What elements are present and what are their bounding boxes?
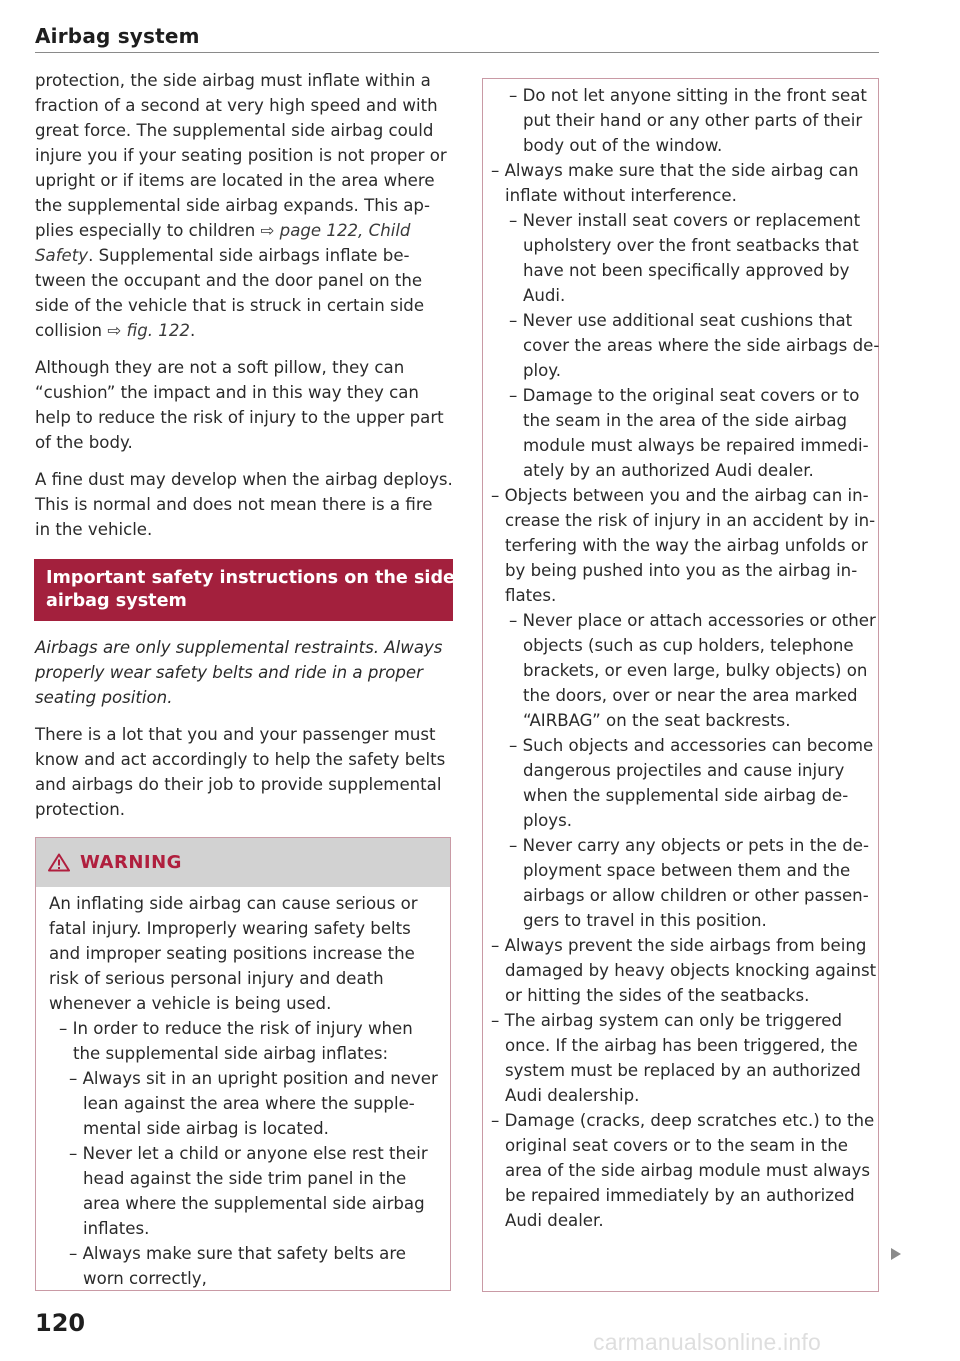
right-column [482,78,880,1233]
warning-bullet [482,933,880,1008]
text-line: area of the side airbag module must always [505,1161,870,1180]
text-line: properly wear safety belts and ride in a proper [35,663,423,682]
text-line: – Objects between you and the airbag can in- [491,486,869,505]
text-line: area where the supplemental side airbag [83,1194,425,1213]
continue-arrow-icon [891,1248,901,1260]
warning-sub-bullet [482,833,880,933]
text-line: – Do not let anyone sitting in the front seat [509,86,867,105]
text-line: protection, the side airbag must inflate within a [35,71,431,90]
text-line: the seam in the area of the side airbag [523,411,848,430]
warning-sub-bullet [482,733,880,833]
warning-sub-bullet [49,1066,440,1141]
warning-sub-bullet [482,78,880,158]
text-line: This is normal and does not mean there is a fire [35,495,433,514]
text-line: the supplemental side airbag inflates: [73,1044,389,1063]
warning-header [36,838,450,887]
text-line: – Never place or attach accessories or other [509,611,876,630]
text-line: cover the areas where the side airbags de- [523,336,880,355]
spacer [35,710,453,722]
warning-sub-bullet [482,383,880,483]
text-line: Airbags are only supplemental restraints. Always [35,638,443,657]
text-line: the supplemental side airbag expands. This ap- [35,196,430,215]
spacer [35,343,453,355]
text-line: once. If the airbag has been triggered, the [505,1036,858,1055]
text-line: – Never install seat covers or replacement [509,211,861,230]
text-line: and improper seating positions increase the [49,944,415,963]
paragraph-passenger [35,722,453,822]
heading-line: airbag system [46,591,187,611]
text-line: worn correctly, [83,1269,207,1288]
text-fragment: plies especially to children [35,221,261,240]
text-line: A fine dust may develop when the airbag deploys. [35,470,453,489]
warning-sub-bullet [482,308,880,383]
text-line: ployment space between them and the [523,861,851,880]
warning-sub-bullet [482,208,880,308]
text-line: terfering with the way the airbag unfolds or [505,536,868,555]
paragraph-cushion [35,355,453,455]
text-line: put their hand or any other parts of their [523,111,863,130]
text-line: risk of serious personal injury and death [49,969,384,988]
text-line: Audi dealership. [505,1086,640,1105]
heading-line: Important safety instructions on the side [46,568,455,588]
text-line: Although they are not a soft pillow, they can [35,358,405,377]
text-line: – Never use additional seat cushions that [509,311,853,330]
text-line: side of the vehicle that is struck in certain side [35,296,425,315]
text-line: – Always make sure that the side airbag can [491,161,859,180]
text-line: Audi. [523,286,566,305]
text-line: of the body. [35,433,133,452]
header-divider [35,52,879,53]
warning-bullet [482,483,880,608]
text-line: airbags or allow children or other passen- [523,886,869,905]
text-line: – Always make sure that safety belts are [69,1244,407,1263]
text-line: whenever a vehicle is being used. [49,994,332,1013]
text-line: – Damage to the original seat covers or to [509,386,860,405]
text-line: be repaired immediately by an authorized [505,1186,855,1205]
text-line: system must be replaced by an authorized [505,1061,861,1080]
text-line: – Always prevent the side airbags from being [491,936,867,955]
text-line: inflates. [83,1219,150,1238]
text-line: by being pushed into you as the airbag in- [505,561,858,580]
page-header-title: Airbag system [35,24,200,48]
text-line: head against the side trim panel in the [83,1169,407,1188]
warning-sub-bullet [482,608,880,733]
text-line [35,243,453,268]
text-fragment: . Supplemental side airbags inflate be- [88,246,410,265]
text-line: seating position. [35,688,173,707]
warning-bullet [49,1016,440,1066]
text-line: – The airbag system can only be triggered [491,1011,842,1030]
text-fragment: . [189,321,196,340]
text-line: brackets, or even large, bulky objects) on [523,661,868,680]
text-line: and airbags do their job to provide supplemental [35,775,442,794]
text-line: objects (such as cup holders, telephone [523,636,854,655]
text-line: when the supplemental side airbag de- [523,786,849,805]
text-line: in the vehicle. [35,520,153,539]
text-line: flates. [505,586,557,605]
text-line: inflate without interference. [505,186,737,205]
spacer [35,455,453,467]
text-line: body out of the window. [523,136,723,155]
text-line: damaged by heavy objects knocking against [505,961,877,980]
text-line: great force. The supplemental side airbag could [35,121,434,140]
section-heading [34,559,453,621]
text-line [35,318,453,343]
text-line: – Always sit in an upright position and never [69,1069,438,1088]
warning-bullet [482,1008,880,1108]
text-line: mental side airbag is located. [83,1119,329,1138]
warning-title: WARNING [80,852,182,873]
text-line: injure you if your seating position is not proper or [35,146,447,165]
warning-box [35,837,451,1291]
text-line: lean against the area where the supple- [83,1094,415,1113]
text-line: know and act accordingly to help the safety belts [35,750,446,769]
text-fragment: collision [35,321,108,340]
text-line: crease the risk of injury in an accident by in- [505,511,876,530]
text-line: dangerous projectiles and cause injury [523,761,845,780]
text-line: – In order to reduce the risk of injury when [59,1019,413,1038]
text-line: An inflating side airbag can cause serious or [49,894,418,913]
warning-bullet [482,158,880,208]
text-line: gers to travel in this position. [523,911,767,930]
warning-triangle-icon [48,853,70,872]
text-line: Audi dealer. [505,1211,604,1230]
text-line: – Damage (cracks, deep scratches etc.) to the [491,1111,875,1130]
watermark: carmanualsonline.info [593,1329,821,1355]
warning-body [36,887,450,1291]
text-line: fraction of a second at very high speed and with [35,96,438,115]
text-line: “cushion” the impact and in this way they can [35,383,419,402]
text-line [35,218,453,243]
text-line: original seat covers or to the seam in the [505,1136,848,1155]
paragraph-fine-dust [35,467,453,542]
warning-sub-bullet [49,1241,440,1291]
text-line: protection. [35,800,126,819]
warning-bullet [482,1108,880,1233]
text-line: have not been specifically approved by [523,261,850,280]
text-line: the doors, over or near the area marked [523,686,858,705]
section-intro [35,635,453,710]
text-line: module must always be repaired immedi- [523,436,869,455]
text-line: fatal injury. Improperly wearing safety belts [49,919,411,938]
figure-reference-link[interactable]: ⇨ fig. 122 [107,321,190,340]
text-line: ploys. [523,811,573,830]
text-line: “AIRBAG” on the seat backrests. [523,711,791,730]
text-line: or hitting the sides of the seatbacks. [505,986,810,1005]
text-line: upright or if items are located in the area where [35,171,435,190]
text-line: – Never carry any objects or pets in the de- [509,836,869,855]
text-line: help to reduce the risk of injury to the upper part [35,408,444,427]
text-line: – Such objects and accessories can become [509,736,874,755]
text-line: tween the occupant and the door panel on the [35,271,423,290]
cross-reference-link[interactable]: ⇨ page 122, Child [260,221,411,240]
text-line: – Never let a child or anyone else rest their [69,1144,428,1163]
page-number: 120 [35,1309,86,1337]
text-line: ploy. [523,361,562,380]
text-line: upholstery over the front seatbacks that [523,236,859,255]
paragraph-side-airbag-protection [35,68,453,343]
left-column [35,68,453,822]
warning-sub-bullet [49,1141,440,1241]
text-line: There is a lot that you and your passenger must [35,725,436,744]
cross-reference-link[interactable]: Safety [35,246,89,265]
text-line: ately by an authorized Audi dealer. [523,461,814,480]
